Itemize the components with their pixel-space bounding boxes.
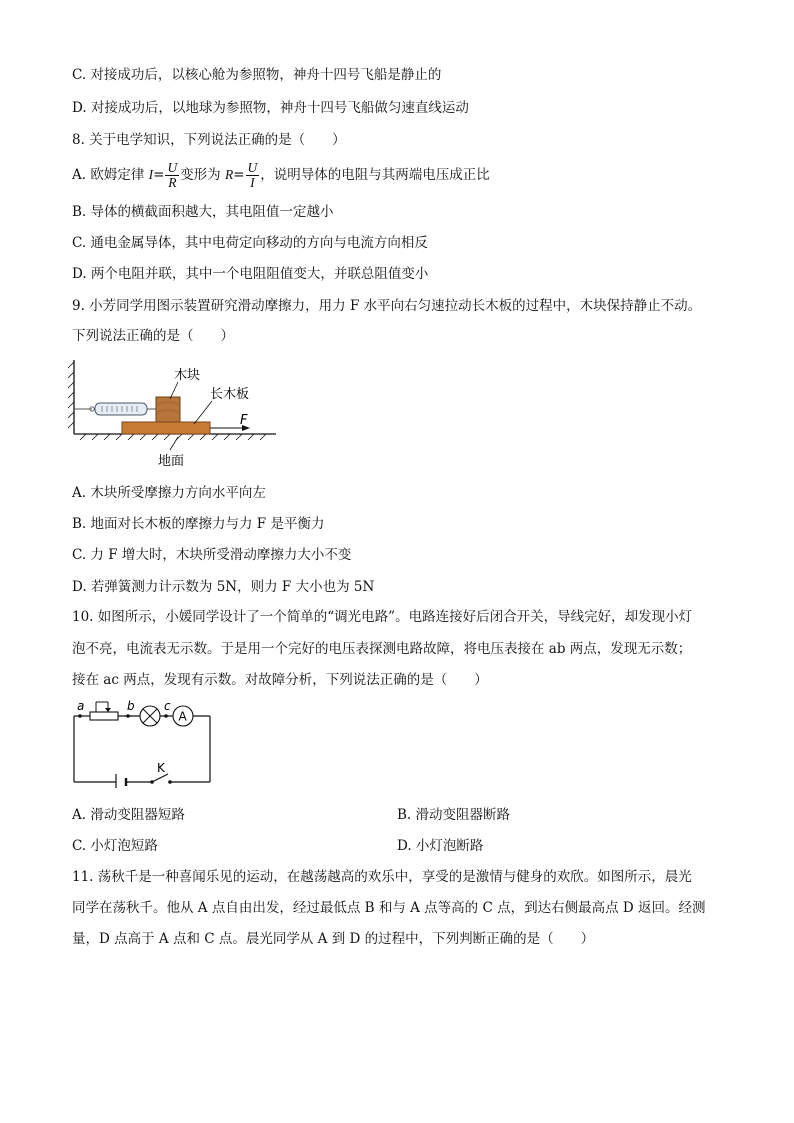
wooden-block	[156, 397, 180, 422]
node-a-label: a	[77, 699, 85, 713]
switch-contact	[168, 780, 172, 784]
q10-option-d: D. 小灯泡断路	[397, 838, 484, 854]
q8-a-f1-numerator: U	[167, 160, 178, 175]
switch-blade	[152, 774, 168, 782]
switch-label: K	[157, 761, 165, 775]
rheostat-slider-arrow	[105, 708, 111, 712]
q8-option-a	[72, 160, 490, 190]
q8-a-fraction-1	[165, 161, 179, 190]
q8-a-middle: 变形为	[180, 167, 225, 183]
node-c	[164, 714, 168, 718]
q8-stem: 8. 关于电学知识，下列说法正确的是（ ）	[72, 132, 346, 148]
q8-option-d: D. 两个电阻并联，其中一个电阻阻值变大，并联总阻值变小	[72, 266, 429, 282]
q8-a-prefix: A. 欧姆定律	[72, 167, 149, 183]
friction-apparatus-figure	[66, 354, 296, 474]
node-b	[126, 714, 130, 718]
block-label: 木块	[174, 368, 201, 383]
ground-label: 地面	[158, 454, 185, 469]
q8-a-eq1-lhs: I	[148, 167, 154, 182]
board-leader-line	[194, 401, 212, 424]
q8-a-f2-numerator: U	[247, 160, 258, 175]
q10-stem-line-2: 泡不亮，电流表无示数。于是用一个完好的电压表探测电路故障，将电压表接在 ab 两点，发现无示数；	[72, 641, 692, 657]
q9-option-b: B. 地面对长木板的摩擦力与力 F 是平衡力	[72, 516, 325, 532]
ground-leader-line	[170, 437, 178, 450]
q10-stem-line-1: 10. 如图所示，小媛同学设计了一个简单的“调光电路”。电路连接好后闭合开关，导线完好，却发现小灯	[72, 609, 693, 625]
circuit-wires	[74, 716, 210, 782]
ammeter-label: A	[178, 709, 187, 724]
node-b-label: b	[127, 699, 135, 713]
q8-a-suffix: ，说明导体的电阻与其两端电压成正比	[260, 167, 490, 183]
q9-option-d: D. 若弹簧测力计示数为 5N，则力 F 大小也为 5N	[72, 579, 375, 595]
q8-a-fraction-2	[246, 161, 260, 190]
q10-option-b: B. 滑动变阻器断路	[397, 807, 511, 823]
q8-option-c: C. 通电金属导体，其中电荷定向移动的方向与电流方向相反	[72, 235, 428, 251]
q9-option-c: C. 力 F 增大时，木块所受滑动摩擦力大小不变	[72, 547, 352, 563]
q10-option-c: C. 小灯泡短路	[72, 838, 158, 854]
wall-hatching	[68, 362, 74, 428]
q10-option-a: A. 滑动变阻器短路	[72, 807, 185, 823]
long-board	[122, 422, 210, 434]
q9-option-a: A. 木块所受摩擦力方向水平向左	[72, 485, 266, 501]
q7-option-d: D. 对接成功后，以地球为参照物，神舟十四号飞船做匀速直线运动	[72, 100, 469, 116]
force-label: F	[240, 413, 248, 428]
q9-stem-line-1: 9. 小芳同学用图示装置研究滑动摩擦力，用力 F 水平向右匀速拉动长木板的过程中，木块保持静止不动。	[72, 298, 702, 314]
q11-stem-line-1: 11. 荡秋千是一种喜闻乐见的运动，在越荡越高的欢乐中，享受的是激情与健身的欢欣。如图所示，晨光	[72, 869, 692, 885]
node-a	[78, 714, 82, 718]
q10-stem-line-3: 接在 ac 两点，发现有示数。对故障分析，下列说法正确的是（ ）	[72, 672, 488, 688]
spring-scale-body	[95, 403, 147, 415]
q7-option-c: C. 对接成功后，以核心舱为参照物，神舟十四号飞船是静止的	[72, 67, 442, 83]
q11-stem-line-3: 量，D 点高于 A 点和 C 点。晨光同学从 A 到 D 的过程中，下列判断正确的是（ ）	[72, 931, 595, 947]
q8-a-equals-1: =	[153, 167, 165, 183]
dimmer-circuit-figure	[68, 698, 218, 788]
rheostat	[90, 712, 118, 720]
q8-a-equals-2: =	[233, 167, 245, 183]
q11-stem-line-2: 同学在荡秋千。他从 A 点自由出发，经过最低点 B 和与 A 点等高的 C 点，到达右侧最高点 D 返回。经测	[72, 900, 706, 916]
q9-stem-line-2: 下列说法正确的是（ ）	[72, 328, 234, 344]
q8-a-f1-denominator: R	[168, 175, 177, 190]
q8-a-eq2-lhs: R	[224, 167, 234, 182]
block-leader-line	[170, 382, 178, 399]
q8-a-f2-denominator: I	[250, 175, 255, 190]
ground-hatching	[80, 434, 266, 440]
q8-option-b: B. 导体的横截面积越大，其电阻值一定越小	[72, 204, 334, 220]
board-label: 长木板	[210, 387, 250, 402]
node-c-label: c	[164, 699, 171, 713]
